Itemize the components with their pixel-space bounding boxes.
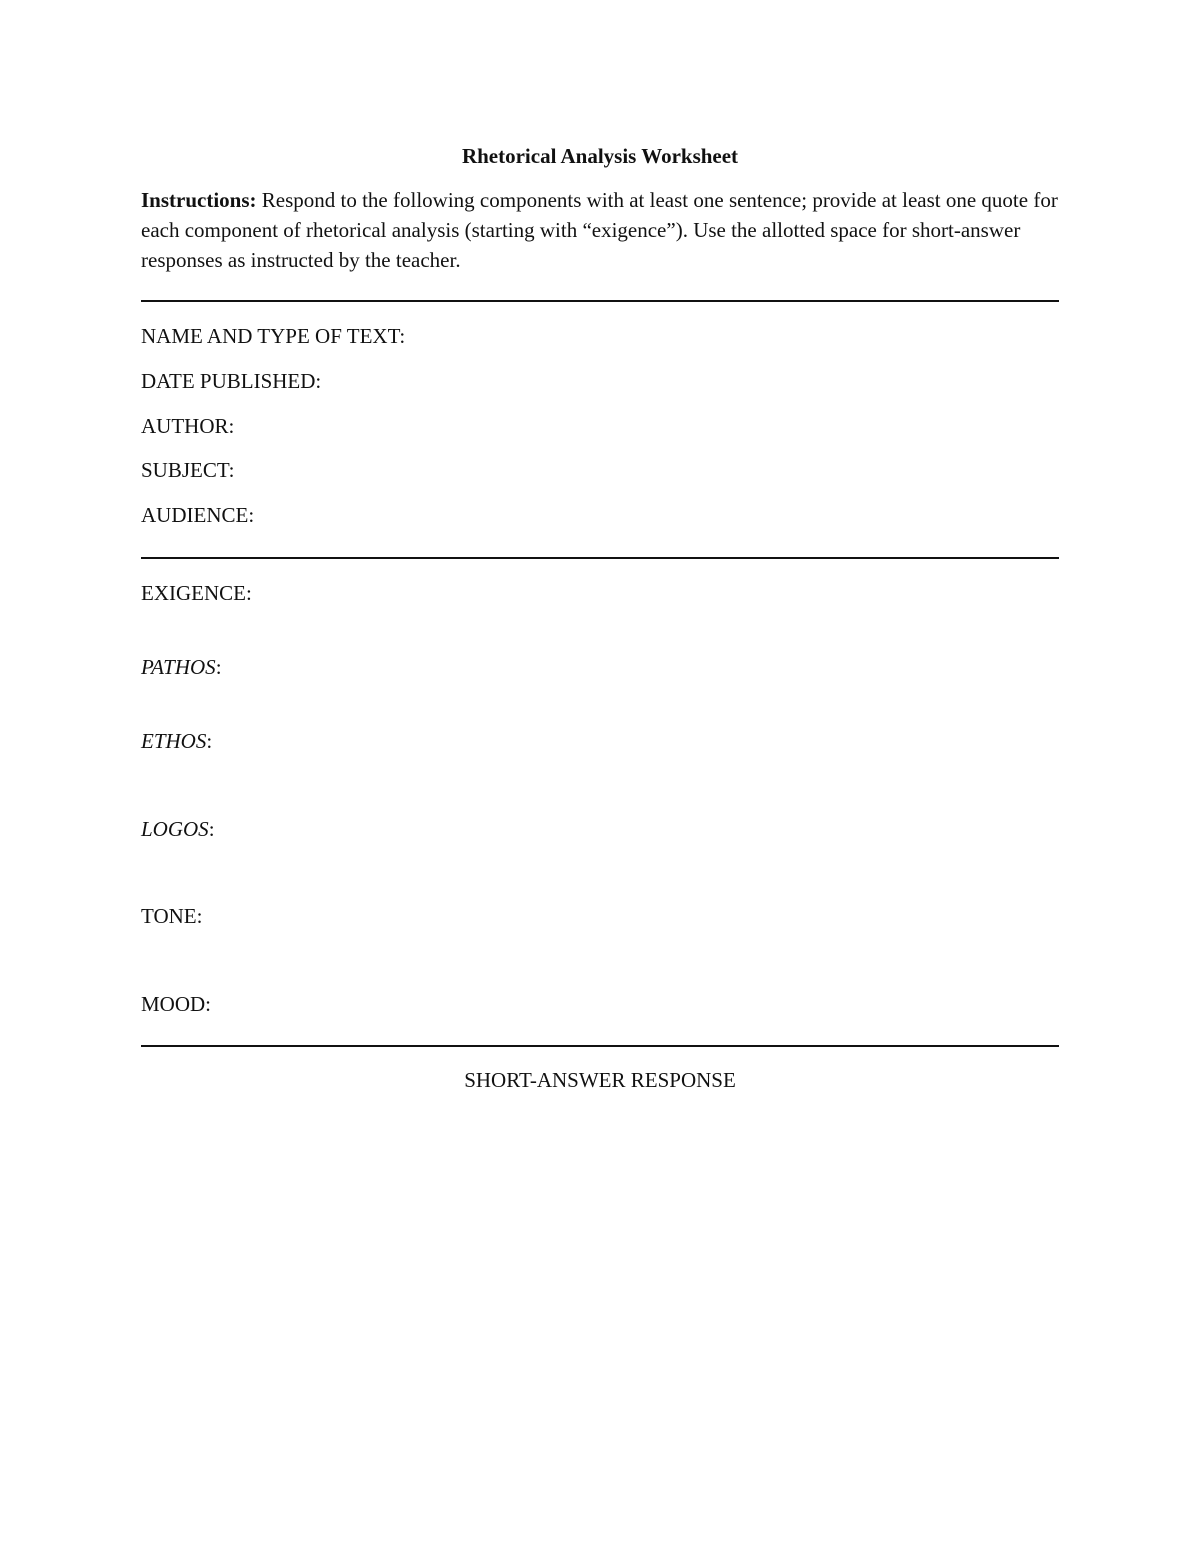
- field-mood: MOOD:: [141, 992, 212, 1016]
- field-logos-label: LOGOS: [141, 817, 209, 841]
- worksheet-page: [141, 0, 1059, 1553]
- field-subject: SUBJECT:: [141, 458, 235, 482]
- instructions-paragraph: [141, 185, 1059, 275]
- page-title: Rhetorical Analysis Worksheet: [461, 144, 739, 168]
- field-logos: [141, 815, 215, 843]
- short-answer-heading: SHORT-ANSWER RESPONSE: [464, 1068, 736, 1092]
- field-author: AUTHOR:: [141, 414, 235, 438]
- field-pathos: [141, 653, 222, 681]
- field-pathos-colon: :: [215, 655, 222, 679]
- divider-top: [141, 300, 1059, 302]
- field-logos-colon: :: [208, 817, 215, 841]
- divider-middle: [141, 557, 1059, 559]
- field-ethos-label: ETHOS: [141, 729, 207, 753]
- field-ethos: [141, 727, 212, 755]
- field-name-type: NAME AND TYPE OF TEXT:: [141, 324, 406, 348]
- instructions-lead: Instructions:: [141, 188, 257, 212]
- field-date-published: DATE PUBLISHED:: [141, 369, 322, 393]
- divider-bottom: [141, 1045, 1059, 1047]
- instructions-text: Respond to the following components with at least one sentence; provide at least one quote for each component of rhetorical analysis (starting with “exigence”). Use the allotted space for short-answer responses as instructed by the teacher.: [141, 188, 1058, 272]
- field-audience: AUDIENCE:: [141, 503, 255, 527]
- field-tone: TONE:: [141, 904, 203, 928]
- field-ethos-colon: :: [206, 729, 213, 753]
- field-pathos-label: PATHOS: [141, 655, 216, 679]
- field-exigence: EXIGENCE:: [141, 581, 252, 605]
